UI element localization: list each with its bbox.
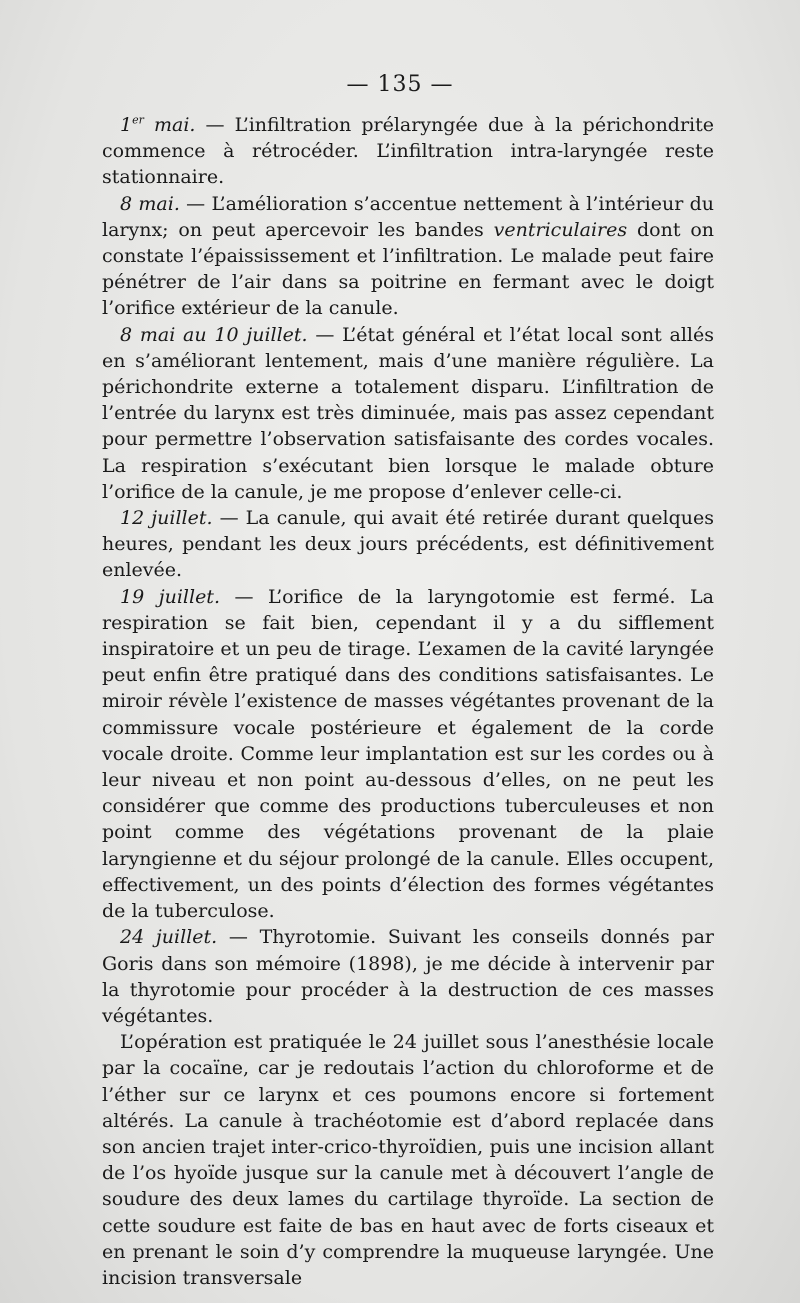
paragraph-text: — L’état général et l’état local sont allés en s’améliorant lentement, mais d’une manière régulière. La périchondrite externe a totalement disparu. L’infiltration de l’entrée du larynx est très diminuée, mais pas assez cependant pour permettre l’observation satisfaisante des cordes vocales. La respiration s’exécutant bien lorsque le malade obture l’orifice de la canule, je me propose d’enlever celle-ci. (102, 323, 715, 503)
date-lead-number: 1 (120, 114, 133, 136)
body-text (102, 112, 714, 1291)
date-lead-superscript: er (132, 113, 144, 127)
paragraph-text: — L’infiltration prélaryngée due à la périchondrite commence à rétrocéder. L’infiltration intra-laryngée reste stationnaire. (102, 114, 715, 189)
date-lead-month: mai. (143, 114, 196, 136)
emphasis-term: ventriculaires (493, 218, 628, 241)
paragraph-text: L’opération est pratiquée le 24 juillet sous l’anesthésie locale par la cocaïne, car je redoutais l’action du chloroforme et de l’éther sur ce larynx et ces poumons encore si fortement altérés. La canule à trachéotomie est d’abord replacée dans son ancien trajet inter-crico-thyroïdien, puis une incision allant de l’os hyoïde jusque sur la canule met à découvert l’angle de soudure des deux lames du cartilage thyroïde. La section de cette soudure est faite de bas en haut avec de forts ciseaux et en prenant le soin d’y comprendre la muqueuse laryngée. Une incision transversale (102, 1031, 714, 1289)
date-lead: 12 juillet. (120, 507, 213, 530)
date-lead: 8 mai au 10 juillet. (120, 323, 308, 346)
paragraph-operation (102, 1029, 714, 1291)
date-lead: 8 mai. (120, 192, 180, 215)
date-lead: 19 juillet. (120, 585, 220, 608)
paragraph-19-juillet (102, 584, 714, 925)
date-lead (120, 114, 195, 136)
paragraph-1-mai (102, 112, 714, 191)
paragraph-12-juillet (102, 505, 714, 584)
paragraph-text: — La canule, qui avait été retirée durant quelques heures, pendant les deux jours précédents, est définitivement enlevée. (102, 507, 714, 582)
paragraph-text: — L’amélioration s’accentue nettement à l’intérieur du larynx; on peut apercevoir les bandes (102, 192, 714, 241)
paragraph-24-juillet (102, 924, 714, 1029)
paragraph-8-mai (102, 191, 714, 322)
paragraph-8-mai-10-juillet (102, 322, 714, 505)
paragraph-text: — L’orifice de la laryngotomie est fermé. La respiration se fait bien, cependant il y a du sifflement inspiratoire et un peu de tirage. L’examen de la cavité laryngée peut enfin être pratiqué dans des conditions satisfaisantes. Le miroir révèle l’existence de masses végétantes provenant de la commissure vocale postérieure et également de la corde vocale droite. Comme leur implantation est sur les cordes ou à leur niveau et non point au-dessous d’elles, on ne peut les considérer que comme des productions tuberculeuses et non point comme des végétations provenant de la plaie laryngienne et du séjour prolongé de la canule. Elles occupent, effectivement, un des points d’élection des formes végétantes de la tuberculose. (102, 585, 714, 923)
page-number: — 135 — (346, 72, 454, 97)
paragraph-text: dont on constate l’épaississement et l’infiltration. Le malade peut faire pénétrer de l’air dans sa poitrine en fermant avec le doigt l’orifice extérieur de la canule. (102, 218, 714, 320)
date-lead: 24 juillet. (120, 926, 218, 949)
paragraph-text: — Thyrotomie. Suivant les conseils donnés par Goris dans son mémoire (1898), je me décide à intervenir par la thyrotomie pour procéder à la destruction de ces masses végétantes. (102, 926, 714, 1027)
